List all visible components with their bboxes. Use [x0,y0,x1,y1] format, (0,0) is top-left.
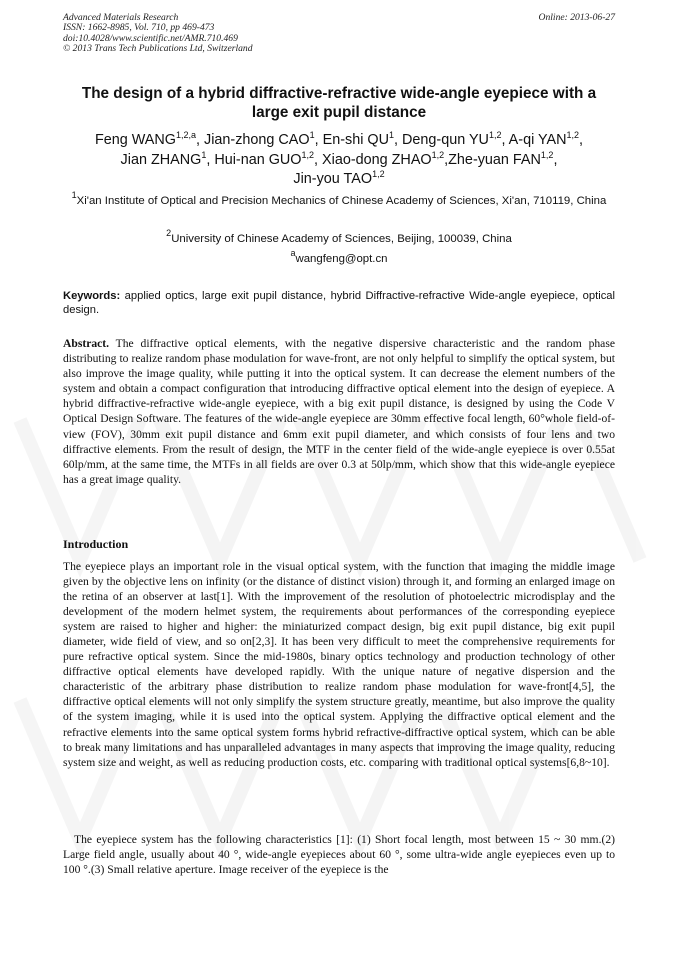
affiliation-1 [63,190,615,209]
abstract-label: Abstract. [63,337,110,350]
author-affiliation-mark: 1,2 [431,149,445,160]
author-affiliation-mark: 1 [309,130,315,140]
journal-issn: ISSN: 1662-8985, Vol. 710, pp 469-473 [63,22,215,34]
author-list [63,131,615,190]
author-affiliation-mark: 1,2 [566,130,580,140]
introduction-heading: Introduction [63,537,129,551]
introduction-paragraph-2: The eyepiece system has the following characteristics [1]: (1) Short focal length, most between 15 ~ 30 mm.(2) Large field angle, usually about 40 °, wide-angle eyepieces about 60 °, some ultra-wide angle eyepieces even up to 100 °.(3) Small relative aperture. Image receiver of the eyepiece is the [63,833,615,877]
author-name: A-qi YAN [508,132,567,148]
author-name: Hui-nan GUO [214,151,302,168]
email-mark: a [290,248,296,258]
keywords-block [63,289,615,317]
affiliation-text: University of Chinese Academy of Sciences, Beijing, 100039, China [171,233,512,245]
author-affiliation-mark: 1 [389,130,395,140]
keywords-text: applied optics, large exit pupil distance, hybrid Diffractive-refractive Wide-angle eyepiece, optical design. [63,290,615,316]
author-affiliation-mark: 1,2 [488,130,502,140]
email-address: wangfeng@opt.cn [295,253,388,265]
author-line-3 [63,170,615,190]
journal-copyright: © 2013 Trans Tech Publications Ltd, Switzerland [63,43,253,55]
author-name: Zhe-yuan FAN [448,151,541,168]
online-date: Online: 2013-06-27 [538,12,615,23]
author-line-2: Jian ZHANG$^1$, Hui-nan GUO$^{1,2}$, Xiao-dong ZHAO$^{1,2}$,Zhe-yuan FAN$^{1,2}$, [120,149,558,168]
author-affiliation-mark: 1,2,a [175,130,197,140]
author-affiliation-mark: 1 [201,149,207,160]
author-affiliation-mark: 1,2 [540,149,554,160]
journal-header [63,13,253,55]
affiliation-mark: 2 [166,228,172,238]
abstract-text: The diffractive optical elements, with the negative dispersive characteristic and the random phase distributing to realize random phase modulation for wave-front, are not only helpful to simplify the optical system, but also improve the image quality, while putting it into the optical system. It can decrease the element numbers of the system and obtain a compact configuration that introducing diffractive optical element into the design of eyepiece. A hybrid diffractive-refractive wide-angle eyepiece, with a big exit pupil distance, is designed by using the Code V Optical Design Software. The features of the wide-angle eyepiece are 30mm effective focal length, 60°whole field-of-view (FOV), 30mm exit pupil distance and 6mm exit pupil diameter, and which consists of four lens and two diffractive elements. From the result of design, the MTF in the center field of the wide-angle eyepiece is over 0.55at 60lp/mm, at the same time, the MTFs in all fields are over 0.3 at 50lp/mm, which show that this wide-angle eyepiece has a great image quality. [63,337,615,486]
affiliation-2 [63,228,615,247]
journal-doi: doi:10.4028/www.scientific.net/AMR.710.469 [63,32,238,44]
paper-title-line-2: large exit pupil distance [251,104,427,121]
author-name: En-shi QU [322,132,389,148]
paper-title [63,84,615,122]
author-name: Deng-qun YU [402,132,489,148]
author-name: Jin-you TAO [293,171,373,187]
author-affiliation-mark: 1,2 [301,149,315,160]
corresponding-email [63,248,615,267]
author-affiliation-mark: 1,2 [372,169,385,179]
paper-title-line-1: The design of a hybrid diffractive-refractive wide-angle eyepiece with a [81,85,597,102]
introduction-paragraph-1: The eyepiece plays an important role in the visual optical system, with the function that imaging the middle image given by the objective lens on infinity (or the distance of distinct vision) through it, and forming an enlarged image on the retina of an observer at last[1]. With the improvement of the resolution of photoelectric microdisplay and the development of the modern helmet system, the requirements about performances of the corresponding eyepiece system are raised to higher and higher: the miniaturized compact design, big exit pupil distance, big exit pupil diameter, wide field of view, and so on[2,3]. It has been very difficult to meet the comprehensive requirements for pure refractive optical system. Since the mid-1980s, binary optics technology and production technology of other diffractive optical elements have developed rapidly. With the unique nature of negative dispersion and the characteristic of the arbitrary phase distribution to realize random phase modulation for wave-front[4,5], the diffractive optical elements will not only simplify the system structure greatly, meantime, but also improve the quality of the system imaging, while it is used into the optical system. Applying the diffractive optical element and the refractive elements into the same optical system forms hybrid refractive-diffractive optical system, which can be able to break many limitations and has unparalleled advantages in many aspects that improving the image quality, reducing system size and weight, as well as reducing production costs, etc. comparing with traditional optical systems[6,8~10]. [63,560,615,769]
journal-name: Advanced Materials Research [63,12,179,23]
author-name: Jian ZHANG [120,151,202,168]
author-line-1: Feng WANG$^{1,2,a}$, Jian-zhong CAO$^1$, En-shi $QU^1$, Deng-qun YU$^{1,2}$, A-qi YAN$^{1,2}$, [94,130,584,148]
affiliation-text: Xi'an Institute of Optical and Precision Mechanics of Chinese Academy of Sciences, Xi'an, 710119, China [76,195,607,207]
author-name: Feng WANG [94,132,176,148]
author-name: Xiao-dong ZHAO [322,151,432,168]
keywords-label: Keywords: [63,290,121,302]
affiliation-mark: 1 [71,190,77,200]
author-name: Jian-zhong CAO [204,132,310,148]
abstract-block [63,336,615,487]
